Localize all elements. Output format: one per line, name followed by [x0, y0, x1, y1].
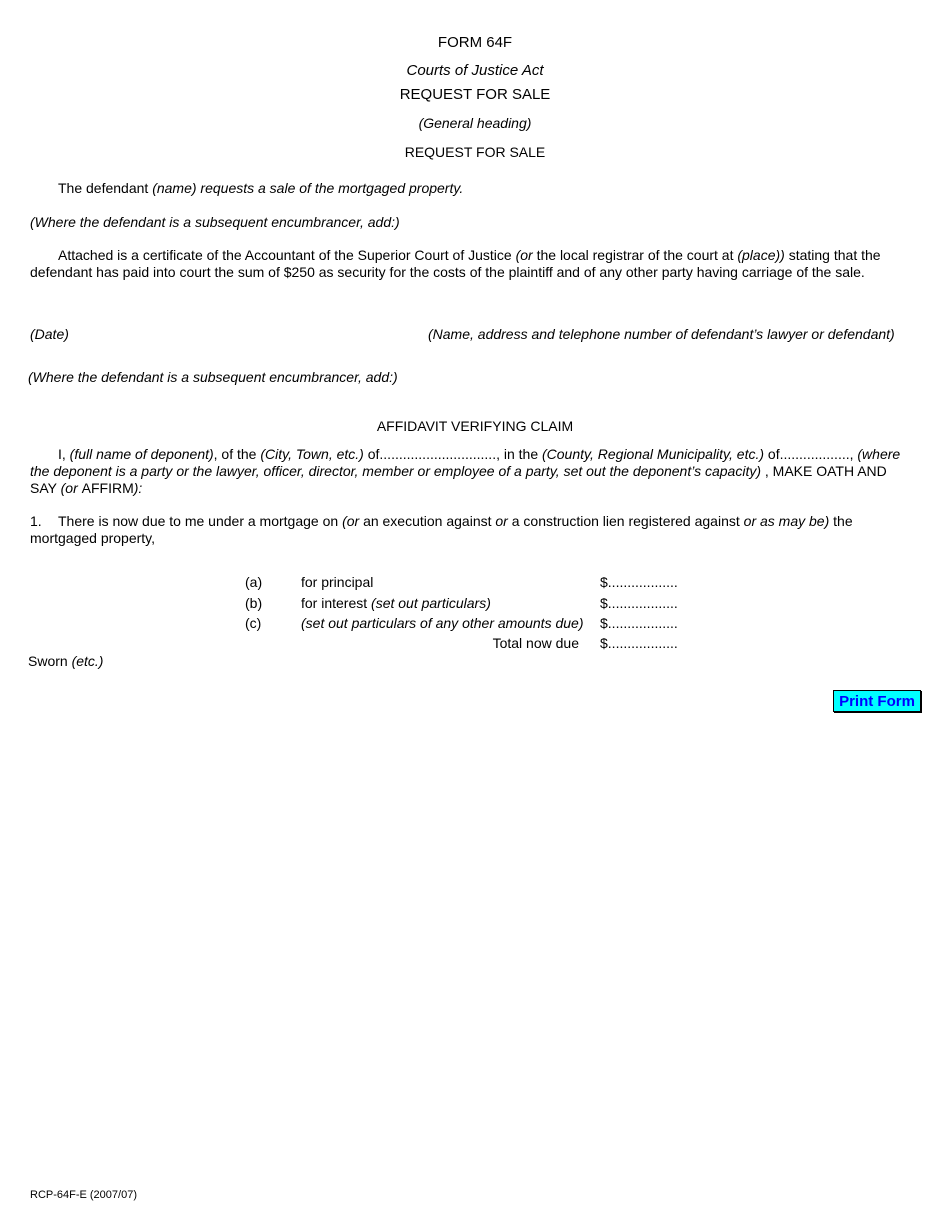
form-code-footer: RCP-64F-E (2007/07): [30, 1189, 137, 1201]
total-amount: $..................: [600, 635, 678, 651]
act-title: Courts of Justice Act: [406, 62, 544, 79]
item-c-amount: $..................: [600, 615, 678, 631]
form-subtitle: REQUEST FOR SALE: [404, 144, 546, 160]
print-form-button[interactable]: Print Form: [833, 690, 921, 712]
request-paragraph: The defendant (name) requests a sale of the mortgaged property.: [58, 180, 464, 196]
general-heading: (General heading): [418, 115, 532, 131]
date-field: (Date): [30, 326, 69, 342]
form-number: FORM 64F: [437, 34, 513, 51]
sworn-line: Sworn (etc.): [28, 653, 104, 669]
affidavit-paragraph: I, (full name of deponent), of the (City, Town, etc.) of.............................., in the (County, Regional Municipality, etc.) of.................., (where the deponent is a party or the lawyer, officer, director, member or employee of a party, set out the deponent’s capacity) , MAKE OATH AND SAY (or AFFIRM):: [30, 446, 901, 496]
item-c-label: (c): [245, 615, 262, 631]
claim-paragraph: 1. There is now due to me under a mortgage on (or an execution against or a construction lien registered against or as may be) the mortgaged property,: [30, 513, 853, 546]
total-label: Total now due: [492, 635, 579, 651]
claim-number: 1.: [30, 513, 42, 529]
certificate-paragraph: Attached is a certificate of the Accountant of the Superior Court of Justice (or the local registrar of the court at (place)) stating that the defendant has paid into court the sum of $250 as security for the costs of the plaintiff and of any other party having carriage of the sale.: [30, 247, 881, 280]
encumbrancer-note-2: (Where the defendant is a subsequent encumbrancer, add:): [28, 369, 398, 385]
item-b-label: (b): [245, 595, 263, 611]
item-c-text: (set out particulars of any other amounts due): [301, 615, 584, 631]
item-a-amount: $..................: [600, 574, 678, 590]
item-b-amount: $..................: [600, 595, 678, 611]
item-a-label: (a): [245, 574, 263, 590]
lawyer-field: (Name, address and telephone number of defendant’s lawyer or defendant): [428, 326, 895, 342]
encumbrancer-note: (Where the defendant is a subsequent encumbrancer, add:): [30, 214, 400, 230]
affidavit-title: AFFIDAVIT VERIFYING CLAIM: [376, 418, 574, 434]
item-a-text: for principal: [301, 574, 374, 590]
item-b-text: for interest (set out particulars): [301, 595, 491, 611]
form-title: REQUEST FOR SALE: [399, 86, 551, 103]
